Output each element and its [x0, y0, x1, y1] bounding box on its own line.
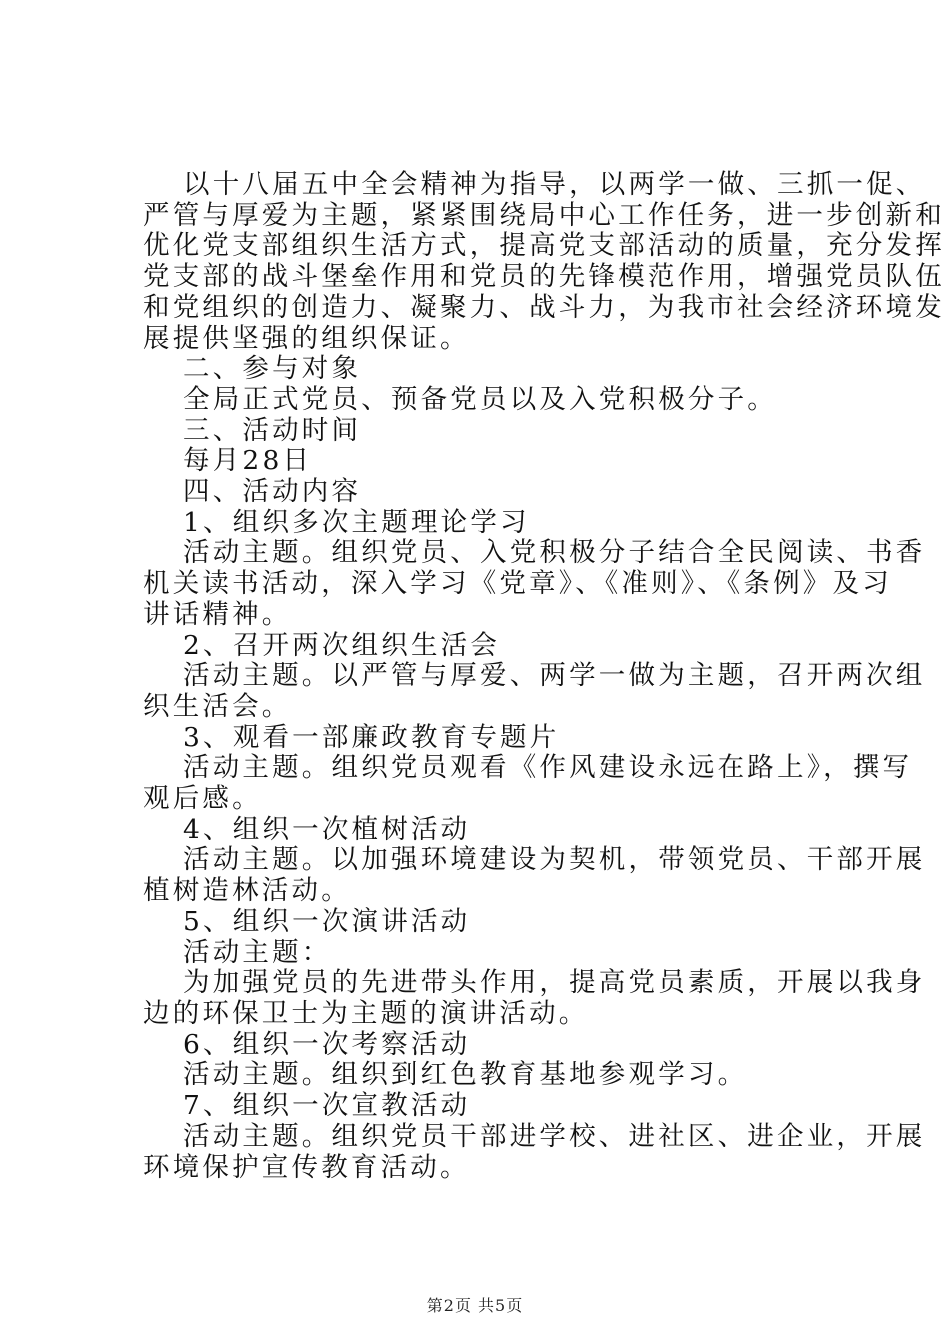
text-line: 活动主题。组织到红色教育基地参观学习。	[183, 1059, 748, 1091]
text-line: 展提供坚强的组织保证。	[143, 322, 470, 354]
text-line: 三、活动时间	[183, 414, 362, 446]
text-line: 活动主题。组织党员干部进学校、进社区、进企业，开展	[183, 1120, 926, 1152]
text-line: 活动主题。以加强环境建设为契机，带领党员、干部开展	[183, 844, 926, 876]
text-line: 7、组织一次宣教活动	[183, 1090, 471, 1122]
text-line: 1、组织多次主题理论学习	[183, 506, 530, 538]
text-line: 讲话精神。	[143, 598, 292, 630]
text-line: 活动主题：	[183, 936, 332, 968]
text-line: 3、观看一部廉政教育专题片	[183, 721, 560, 753]
text-line: 活动主题。以严管与厚爱、两学一做为主题，召开两次组	[183, 660, 926, 692]
text-line: 6、组织一次考察活动	[183, 1028, 471, 1060]
text-line: 严管与厚爱为主题，紧紧围绕局中心工作任务，进一步创新和	[143, 199, 945, 231]
text-line: 4、组织一次植树活动	[183, 813, 471, 845]
text-line: 活动主题。组织党员、入党积极分子结合全民阅读、书香	[183, 537, 926, 569]
text-line: 织生活会。	[143, 690, 292, 722]
text-line: 机关读书活动，深入学习《党章》、《准则》、《条例》及习	[143, 568, 892, 600]
page-footer: 第2页 共5页	[426, 1296, 524, 1315]
document-body	[143, 169, 945, 1183]
text-line: 优化党支部组织生活方式，提高党支部活动的质量，充分发挥	[143, 230, 945, 262]
text-line: 植树造林活动。	[143, 875, 351, 907]
text-line: 党支部的战斗堡垒作用和党员的先锋模范作用，增强党员队伍	[143, 261, 945, 293]
text-line: 二、参与对象	[183, 353, 362, 385]
text-line: 观后感。	[143, 783, 262, 815]
text-line: 5、组织一次演讲活动	[183, 905, 471, 937]
text-line: 四、活动内容	[183, 476, 362, 508]
text-line: 为加强党员的先进带头作用，提高党员素质，开展以我身	[183, 967, 926, 999]
text-line: 2、召开两次组织生活会	[183, 629, 501, 661]
text-line: 每月28日	[183, 445, 313, 477]
text-line: 以十八届五中全会精神为指导，以两学一做、三抓一促、	[183, 169, 926, 200]
text-line: 环境保护宣传教育活动。	[143, 1151, 470, 1183]
text-line: 活动主题。组织党员观看《作风建设永远在路上》，撰写	[183, 752, 913, 784]
text-line: 和党组织的创造力、凝聚力、战斗力，为我市社会经济环境发	[143, 291, 945, 323]
text-line: 全局正式党员、预备党员以及入党积极分子。	[183, 383, 777, 415]
text-line: 边的环保卫士为主题的演讲活动。	[143, 997, 589, 1029]
